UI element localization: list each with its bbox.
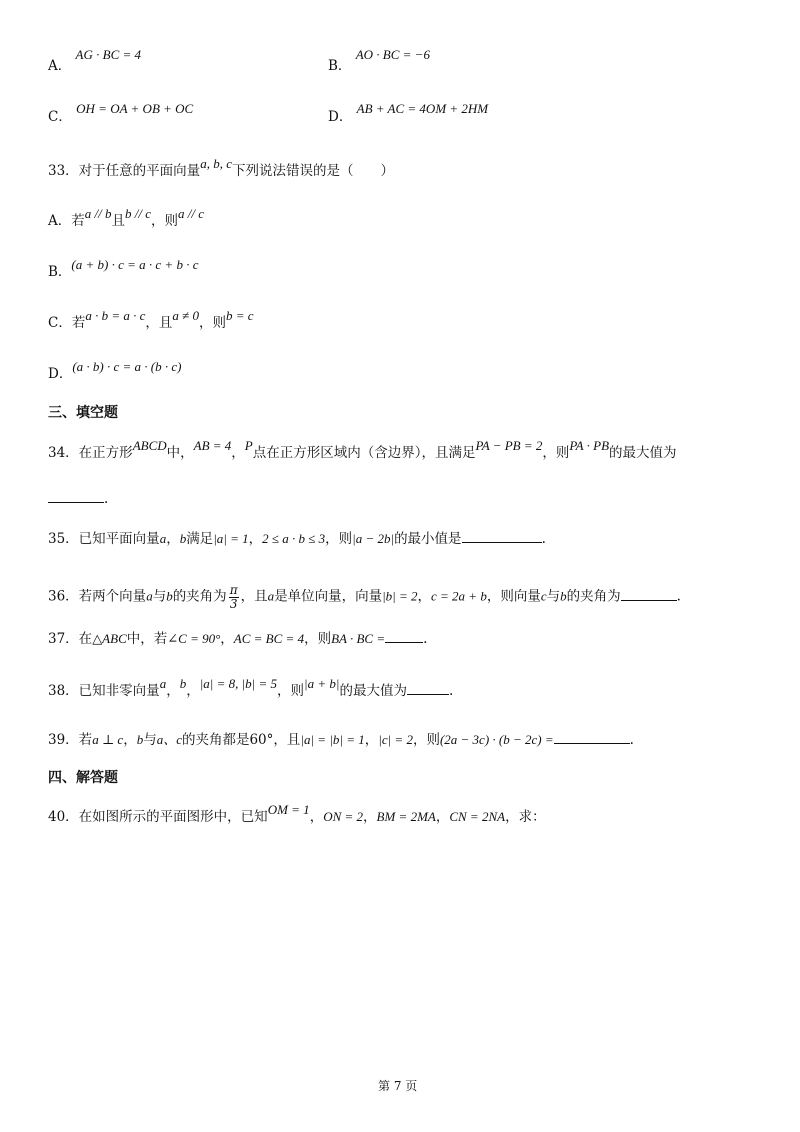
q33-option-c xyxy=(48,308,254,331)
math-expression: △ABC xyxy=(92,631,127,646)
math-expression: a ≠ 0 xyxy=(172,308,200,323)
section-heading-solutions: 四、解答题 xyxy=(48,770,118,786)
math-expression: CN = 2NA xyxy=(449,809,506,824)
question-text: 36．若两个向量 xyxy=(48,588,147,605)
option-label: C． xyxy=(48,315,72,331)
question-text: 35．已知平面向量 xyxy=(48,531,160,547)
question-text: ，则 xyxy=(542,445,570,461)
question-35 xyxy=(48,530,546,547)
fraction xyxy=(229,584,239,610)
question-text: ，且 xyxy=(240,588,268,605)
math-expression: |b| = 2 xyxy=(382,588,418,604)
answer-blank[interactable] xyxy=(385,630,423,643)
option-text: ，则 xyxy=(150,213,178,229)
math-expression: (a + b) · c = a · c + b · c xyxy=(71,257,199,272)
question-text: 中， xyxy=(166,445,194,461)
question-text: 满足 xyxy=(186,531,214,547)
option-text: 且 xyxy=(111,213,125,229)
math-expression: c xyxy=(540,588,547,604)
math-expression: b xyxy=(560,588,567,604)
math-expression: a xyxy=(146,588,153,604)
math-expression: PA · PB xyxy=(569,438,610,453)
question-text: ，求： xyxy=(505,809,546,825)
question-36 xyxy=(48,584,681,610)
math-expression: a · b = a · c xyxy=(85,308,146,323)
question-text: 的夹角为 xyxy=(566,588,621,605)
question-37 xyxy=(48,630,427,647)
question-text: 38．已知非零向量 xyxy=(48,683,160,699)
math-expression: b // c xyxy=(124,206,151,221)
option-label: D． xyxy=(48,366,73,382)
option-label: C． xyxy=(48,109,72,125)
fraction-numerator: π xyxy=(229,583,238,597)
option-label: D． xyxy=(328,109,353,125)
q33-option-a xyxy=(48,206,204,229)
math-expression: a xyxy=(159,531,167,546)
math-expression: AG · BC = 4 xyxy=(75,47,142,62)
question-39 xyxy=(48,731,634,748)
question-text: ， xyxy=(166,531,180,547)
question-text: . xyxy=(423,631,428,647)
math-expression: a xyxy=(159,676,167,691)
answer-blank[interactable] xyxy=(621,588,677,601)
question-text: ，则 xyxy=(412,732,440,748)
question-38 xyxy=(48,676,454,699)
question-text: ， xyxy=(231,445,245,461)
question-text: . xyxy=(676,588,681,605)
math-expression: AC = BC = 4 xyxy=(233,631,305,646)
question-text: ， xyxy=(417,588,431,605)
question-text: 40．在如图所示的平面图形中，已知 xyxy=(48,809,268,825)
question-text: ， xyxy=(166,683,180,699)
question-text: ， xyxy=(123,732,137,748)
question-text: 与 xyxy=(546,588,561,605)
math-expression: c = 2a + b xyxy=(431,588,487,604)
q33-option-b xyxy=(48,257,199,280)
option-label: A． xyxy=(48,213,72,229)
math-expression: (a · b) · c = a · (b · c) xyxy=(72,359,182,374)
question-text: 37．在 xyxy=(48,631,93,647)
math-expression: |a| = 8, |b| = 5 xyxy=(199,676,278,691)
question-34 xyxy=(48,438,677,461)
question-text: ， xyxy=(309,809,324,825)
question-text: . xyxy=(629,732,634,748)
question-text: 中，若 xyxy=(126,631,168,647)
math-expression: b xyxy=(179,676,187,691)
question-text: . xyxy=(541,531,546,547)
math-expression: b xyxy=(179,531,187,546)
math-expression: |a| = 1 xyxy=(213,531,249,546)
math-expression: a xyxy=(267,588,275,604)
question-text: ， xyxy=(248,531,263,547)
math-expression: OM = 1 xyxy=(267,802,310,817)
math-expression: AB + AC = 4OM + 2HM xyxy=(356,101,489,116)
math-expression: AO · BC = −6 xyxy=(355,47,430,62)
question-text: 的最小值是 xyxy=(394,531,462,547)
question-34-answer-line xyxy=(48,490,108,507)
math-expression: (2a − 3c) · (b − 2c) = xyxy=(439,732,554,747)
math-expression: |a| = |b| = 1 xyxy=(300,732,365,747)
math-expression: a, b, c xyxy=(200,156,232,171)
math-expression: a // c xyxy=(177,206,204,221)
math-expression: ABCD xyxy=(132,438,167,453)
option-label: B． xyxy=(48,264,72,280)
answer-blank[interactable] xyxy=(462,530,542,543)
question-text: . xyxy=(104,491,109,507)
option-text: ，则 xyxy=(199,315,227,331)
q32-option-b xyxy=(328,47,430,74)
math-expression: b = c xyxy=(226,308,254,323)
option-label: B． xyxy=(328,58,352,74)
question-text: ，则 xyxy=(277,683,305,699)
math-expression: a ⊥ c xyxy=(92,732,124,747)
question-text: ，则 xyxy=(325,531,353,547)
question-text: ， xyxy=(435,809,450,825)
fraction-denominator: 3 xyxy=(229,596,238,611)
option-label: A． xyxy=(48,58,72,74)
math-expression: OH = OA + OB + OC xyxy=(76,101,194,116)
question-text: ，则向量 xyxy=(486,588,541,605)
question-40 xyxy=(48,802,546,825)
answer-blank[interactable] xyxy=(554,731,630,744)
math-expression: BM = 2MA xyxy=(376,809,436,824)
question-text: 34．在正方形 xyxy=(48,445,133,461)
question-33-stem xyxy=(48,156,394,179)
math-expression: 2 ≤ a · b ≤ 3 xyxy=(262,531,326,546)
answer-blank[interactable] xyxy=(48,490,104,503)
answer-blank[interactable] xyxy=(407,682,449,695)
math-expression: |c| = 2 xyxy=(378,732,413,747)
option-text: ，且 xyxy=(145,315,173,331)
math-expression: AB = 4 xyxy=(193,438,232,453)
question-text: ， xyxy=(363,809,377,825)
section-heading-fill-in: 三、填空题 xyxy=(48,405,118,421)
question-text: 39．若 xyxy=(48,732,93,748)
question-text: ， xyxy=(220,631,234,647)
q32-option-d xyxy=(328,101,489,125)
math-expression: |a + b| xyxy=(304,676,340,691)
question-text: 与 xyxy=(152,588,167,605)
question-text: ，则 xyxy=(304,631,332,647)
question-text: 下列说法错误的是（ ） xyxy=(231,163,394,179)
question-text: 的最大值为 xyxy=(339,683,407,699)
question-text: ， xyxy=(186,683,200,699)
question-text: 的夹角都是60°，且 xyxy=(181,732,301,748)
math-expression: PA − PB = 2 xyxy=(475,438,543,453)
math-expression: |a − 2b| xyxy=(352,531,395,546)
q32-option-a xyxy=(48,47,142,74)
math-expression: b xyxy=(136,732,144,747)
option-text: 若 xyxy=(71,315,86,331)
math-expression: a、c xyxy=(156,732,182,747)
math-expression: ∠C = 90° xyxy=(167,631,221,646)
math-expression: P xyxy=(244,438,253,453)
question-text: 33．对于任意的平面向量 xyxy=(48,163,201,179)
question-text: 的夹角为 xyxy=(172,588,227,605)
math-expression: BA · BC = xyxy=(331,631,386,646)
question-text: 是单位向量，向量 xyxy=(274,588,383,605)
option-text: 若 xyxy=(71,213,85,229)
question-text: 与 xyxy=(143,732,157,748)
math-expression: ON = 2 xyxy=(323,809,364,824)
question-text: . xyxy=(448,683,454,699)
q33-option-d xyxy=(48,359,182,382)
question-text: ， xyxy=(364,732,379,748)
question-text: 的最大值为 xyxy=(609,445,677,461)
math-expression: a // b xyxy=(84,206,112,221)
page-number: 第 7 页 xyxy=(378,1079,418,1093)
question-text: 点在正方形区域内（含边界），且满足 xyxy=(252,445,476,461)
math-expression: b xyxy=(166,588,173,604)
q32-option-c xyxy=(48,101,194,125)
